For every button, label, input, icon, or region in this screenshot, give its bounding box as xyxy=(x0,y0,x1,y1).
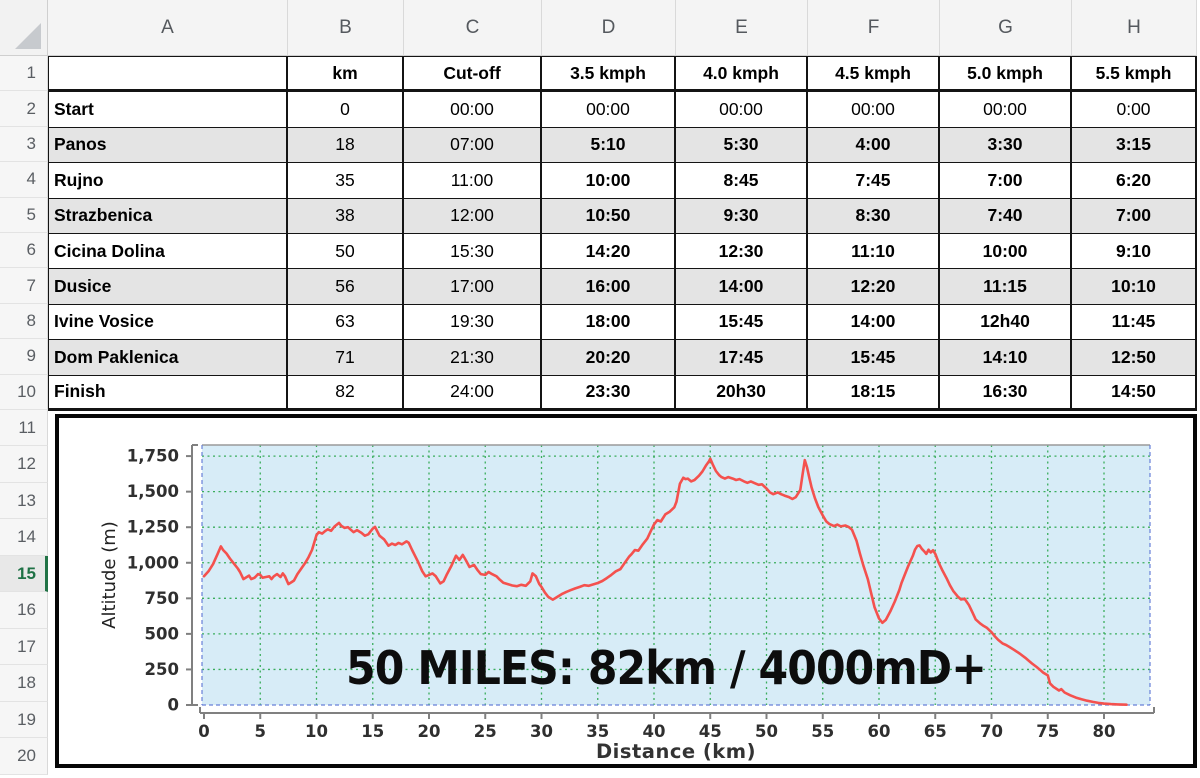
y-tick-label: 0 xyxy=(167,695,179,715)
x-tick-label: 30 xyxy=(530,722,553,741)
x-tick-label: 25 xyxy=(473,722,497,741)
row-header-6[interactable]: 6 xyxy=(0,233,48,268)
x-tick-label: 70 xyxy=(980,722,1003,741)
cell-G6[interactable]: 10:00 xyxy=(940,234,1072,269)
cell-H7[interactable]: 10:10 xyxy=(1072,269,1197,304)
cell-D7[interactable]: 16:00 xyxy=(542,269,676,304)
row-header-8[interactable]: 8 xyxy=(0,304,48,339)
cell-C9[interactable]: 21:30 xyxy=(404,340,542,375)
cell-B4[interactable]: 35 xyxy=(288,163,404,198)
cell-H4[interactable]: 6:20 xyxy=(1072,163,1197,198)
cell-B6[interactable]: 50 xyxy=(288,234,404,269)
cell-A2[interactable]: Start xyxy=(48,92,288,127)
col-header-A[interactable]: A xyxy=(48,0,288,56)
cell-E3[interactable]: 5:30 xyxy=(676,128,808,163)
row-header-5[interactable]: 5 xyxy=(0,198,48,233)
row-header-2[interactable]: 2 xyxy=(0,91,48,126)
cell-F8[interactable]: 14:00 xyxy=(808,305,940,340)
row-header-15[interactable]: 15 xyxy=(0,556,48,593)
cell-E8[interactable]: 15:45 xyxy=(676,305,808,340)
cell-F3[interactable]: 4:00 xyxy=(808,128,940,163)
x-tick-label: 50 xyxy=(755,722,778,741)
row-header-20[interactable]: 20 xyxy=(0,738,48,775)
cell-D4[interactable]: 10:00 xyxy=(542,163,676,198)
cell-E7[interactable]: 14:00 xyxy=(676,269,808,304)
cell-D3[interactable]: 5:10 xyxy=(542,128,676,163)
cell-E5[interactable]: 9:30 xyxy=(676,199,808,234)
cell-G3[interactable]: 3:30 xyxy=(940,128,1072,163)
x-tick-label: 40 xyxy=(642,722,666,741)
cell-D8[interactable]: 18:00 xyxy=(542,305,676,340)
cell-A8[interactable]: Ivine Vosice xyxy=(48,305,288,340)
cell-D10[interactable]: 23:30 xyxy=(542,376,676,411)
row-header-17[interactable]: 17 xyxy=(0,629,48,666)
cell-D5[interactable]: 10:50 xyxy=(542,199,676,234)
race-annotation: 50 MILES: 82km / 4000mD+ xyxy=(346,641,986,695)
cell-A10[interactable]: Finish xyxy=(48,376,288,411)
cell-A6[interactable]: Cicina Dolina xyxy=(48,234,288,269)
cell-B9[interactable]: 71 xyxy=(288,340,404,375)
cell-C4[interactable]: 11:00 xyxy=(404,163,542,198)
cell-E4[interactable]: 8:45 xyxy=(676,163,808,198)
x-tick-label: 10 xyxy=(305,722,328,741)
cell-G10[interactable]: 16:30 xyxy=(940,376,1072,411)
select-all-triangle-icon xyxy=(15,23,41,49)
cell-G1[interactable]: 5.0 kmph xyxy=(940,57,1072,92)
x-tick-label: 60 xyxy=(867,722,891,741)
row-header-7[interactable]: 7 xyxy=(0,268,48,303)
cell-F6[interactable]: 11:10 xyxy=(808,234,940,269)
cell-H8[interactable]: 11:45 xyxy=(1072,305,1197,340)
cell-E10[interactable]: 20h30 xyxy=(676,376,808,411)
y-tick-label: 750 xyxy=(144,588,179,608)
row-header-19[interactable]: 19 xyxy=(0,702,48,739)
cell-B2[interactable]: 0 xyxy=(288,92,404,127)
elevation-chart-object[interactable] xyxy=(55,414,1197,768)
cell-E9[interactable]: 17:45 xyxy=(676,340,808,375)
y-tick-label: 1,500 xyxy=(126,482,179,502)
row-header-16[interactable]: 16 xyxy=(0,592,48,629)
cell-E2[interactable]: 00:00 xyxy=(676,92,808,127)
row-header-18[interactable]: 18 xyxy=(0,665,48,702)
cell-H9[interactable]: 12:50 xyxy=(1072,340,1197,375)
cell-B7[interactable]: 56 xyxy=(288,269,404,304)
y-tick-label: 1,750 xyxy=(126,446,179,466)
cell-B8[interactable]: 63 xyxy=(288,305,404,340)
cell-A4[interactable]: Rujno xyxy=(48,163,288,198)
pace-table xyxy=(48,56,1197,411)
cell-G8[interactable]: 12h40 xyxy=(940,305,1072,340)
cell-E1[interactable]: 4.0 kmph xyxy=(676,57,808,92)
cell-A5[interactable]: Strazbenica xyxy=(48,199,288,234)
row-header-11[interactable]: 11 xyxy=(0,410,48,447)
x-tick-label: 80 xyxy=(1092,722,1116,741)
row-header-4[interactable]: 4 xyxy=(0,162,48,197)
cell-G4[interactable]: 7:00 xyxy=(940,163,1072,198)
cell-H1[interactable]: 5.5 kmph xyxy=(1072,57,1197,92)
cell-C7[interactable]: 17:00 xyxy=(404,269,542,304)
cell-D9[interactable]: 20:20 xyxy=(542,340,676,375)
cell-H6[interactable]: 9:10 xyxy=(1072,234,1197,269)
x-tick-label: 20 xyxy=(417,722,441,741)
x-tick-label: 0 xyxy=(198,722,210,741)
cell-F9[interactable]: 15:45 xyxy=(808,340,940,375)
col-header-E[interactable]: E xyxy=(676,0,808,56)
cell-H5[interactable]: 7:00 xyxy=(1072,199,1197,234)
cell-D6[interactable]: 14:20 xyxy=(542,234,676,269)
cell-C1[interactable]: Cut-off xyxy=(404,57,542,92)
x-tick-label: 65 xyxy=(923,722,947,741)
row-header-13[interactable]: 13 xyxy=(0,483,48,520)
x-tick-label: 15 xyxy=(361,722,385,741)
row-header-3[interactable]: 3 xyxy=(0,127,48,162)
cell-G7[interactable]: 11:15 xyxy=(940,269,1072,304)
cell-F1[interactable]: 4.5 kmph xyxy=(808,57,940,92)
cell-A3[interactable]: Panos xyxy=(48,128,288,163)
cell-C5[interactable]: 12:00 xyxy=(404,199,542,234)
col-header-B[interactable]: B xyxy=(288,0,404,56)
col-header-H[interactable]: H xyxy=(1072,0,1197,56)
cell-H2[interactable]: 0:00 xyxy=(1072,92,1197,127)
cell-A1[interactable] xyxy=(48,57,288,92)
x-tick-label: 75 xyxy=(1036,722,1060,741)
cell-F7[interactable]: 12:20 xyxy=(808,269,940,304)
cell-B3[interactable]: 18 xyxy=(288,128,404,163)
col-header-C[interactable]: C xyxy=(404,0,542,56)
cell-D2[interactable]: 00:00 xyxy=(542,92,676,127)
cell-F2[interactable]: 00:00 xyxy=(808,92,940,127)
row-headers xyxy=(0,56,48,775)
cell-E6[interactable]: 12:30 xyxy=(676,234,808,269)
x-axis-title: Distance (km) xyxy=(595,740,757,763)
y-tick-label: 500 xyxy=(144,624,179,644)
cell-D1[interactable]: 3.5 kmph xyxy=(542,57,676,92)
x-tick-label: 35 xyxy=(586,722,610,741)
cell-B1[interactable]: km xyxy=(288,57,404,92)
row-header-14[interactable]: 14 xyxy=(0,519,48,556)
cell-C8[interactable]: 19:30 xyxy=(404,305,542,340)
cell-F4[interactable]: 7:45 xyxy=(808,163,940,198)
x-tick-label: 5 xyxy=(254,722,266,741)
cell-C6[interactable]: 15:30 xyxy=(404,234,542,269)
y-axis-title: Altitude (m) xyxy=(99,521,120,629)
cell-F5[interactable]: 8:30 xyxy=(808,199,940,234)
x-tick-label: 55 xyxy=(811,722,835,741)
elevation-chart-svg xyxy=(59,418,1193,764)
cell-B5[interactable]: 38 xyxy=(288,199,404,234)
cell-C2[interactable]: 00:00 xyxy=(404,92,542,127)
col-header-D[interactable]: D xyxy=(542,0,676,56)
row-header-9[interactable]: 9 xyxy=(0,339,48,374)
cell-A9[interactable]: Dom Paklenica xyxy=(48,340,288,375)
cell-B10[interactable]: 82 xyxy=(288,376,404,411)
cell-C10[interactable]: 24:00 xyxy=(404,376,542,411)
cell-A7[interactable]: Dusice xyxy=(48,269,288,304)
y-tick-label: 250 xyxy=(144,659,179,679)
col-header-G[interactable]: G xyxy=(940,0,1072,56)
select-all-corner[interactable] xyxy=(0,0,48,56)
row-header-10[interactable]: 10 xyxy=(0,375,48,410)
row-header-12[interactable]: 12 xyxy=(0,446,48,483)
cell-F10[interactable]: 18:15 xyxy=(808,376,940,411)
cell-G2[interactable]: 00:00 xyxy=(940,92,1072,127)
x-tick-label: 45 xyxy=(698,722,722,741)
cell-G5[interactable]: 7:40 xyxy=(940,199,1072,234)
row-header-1[interactable]: 1 xyxy=(0,56,48,91)
col-header-F[interactable]: F xyxy=(808,0,940,56)
cell-H10[interactable]: 14:50 xyxy=(1072,376,1197,411)
cell-G9[interactable]: 14:10 xyxy=(940,340,1072,375)
y-tick-label: 1,250 xyxy=(126,517,179,537)
cell-H3[interactable]: 3:15 xyxy=(1072,128,1197,163)
column-headers xyxy=(48,0,1197,56)
y-tick-label: 1,000 xyxy=(126,553,179,573)
cell-C3[interactable]: 07:00 xyxy=(404,128,542,163)
